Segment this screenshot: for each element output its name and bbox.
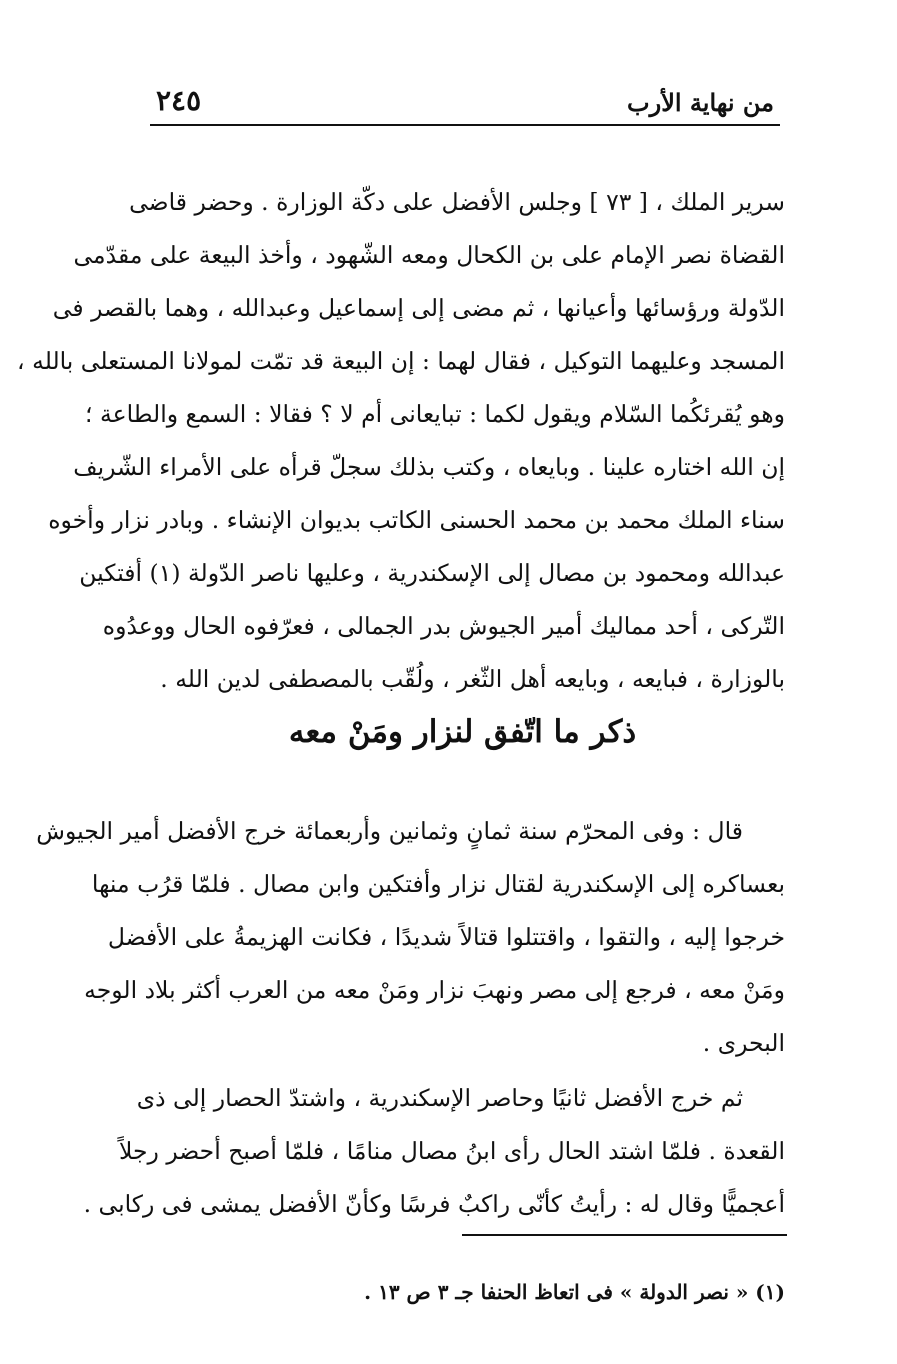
text-line: القعدة . فلمّا اشتد الحال رأى ابنُ مصال منامًا ، فلمّا أصبح أحضر رجلاً: [118, 1137, 785, 1165]
footnote-divider: [462, 1234, 787, 1236]
text-line: الدّولة ورؤسائها وأعيانها ، ثم مضى إلى إسماعيل وعبدالله ، وهما بالقصر فى: [52, 294, 785, 322]
text-line: ثم خرج الأفضل ثانيًا وحاصر الإسكندرية ، واشتدّ الحصار إلى ذى: [136, 1084, 743, 1112]
text-line: بالوزارة ، فبايعه ، وبايعه أهل الثّغر ، ولُقّب بالمصطفى لدين الله .: [160, 665, 785, 693]
text-line: قال : وفى المحرّم سنة ثمانٍ وثمانين وأربعمائة خرج الأفضل أمير الجيوش: [36, 817, 743, 845]
text-line: البحرى .: [702, 1029, 785, 1057]
text-line: التّركى ، أحد مماليك أمير الجيوش بدر الجمالى ، فعرّفوه الحال ووعدُوه: [102, 612, 785, 640]
text-line: سناء الملك محمد بن محمد الحسنى الكاتب بديوان الإنشاء . وبادر نزار وأخوه: [48, 506, 785, 534]
footnote: (١) « نصر الدولة » فى اتعاظ الحنفا جـ ٣ ص ١٣ .: [364, 1280, 785, 1304]
section-heading: ذكر ما اتّفق لنزار ومَنْ معه: [288, 714, 637, 750]
text-line: القضاة نصر الإمام على بن الكحال ومعه الشّهود ، وأخذ البيعة على مقدّمى: [73, 241, 785, 269]
text-line: خرجوا إليه ، والتقوا ، واقتتلوا قتالاً شديدًا ، فكانت الهزيمةُ على الأفضل: [107, 923, 785, 951]
text-line: أعجميًّا وقال له : رأيتُ كأنّى راكبٌ فرسًا وكأنّ الأفضل يمشى فى ركابى .: [83, 1190, 785, 1218]
page-number: ٢٤٥: [156, 84, 202, 117]
text-line: بعساكره إلى الإسكندرية لقتال نزار وأفتكين وابن مصال . فلمّا قرُب منها: [91, 870, 785, 898]
text-line: وهو يُقرئكُما السّلام ويقول لكما : تبايعانى أم لا ؟ فقالا : السمع والطاعة ؛: [85, 400, 785, 428]
text-line: عبدالله ومحمود بن مصال إلى الإسكندرية ، وعليها ناصر الدّولة (١) أفتكين: [79, 559, 785, 587]
paragraph-3: [83, 1072, 785, 1231]
paragraph-2: [36, 805, 785, 1070]
text-line: المسجد وعليهما التوكيل ، فقال لهما : إن البيعة قد تمّت لمولانا المستعلى بالله ،: [17, 347, 785, 375]
paragraph-1: [17, 176, 785, 706]
page-header: [150, 80, 780, 126]
text-line: ومَنْ معه ، فرجع إلى مصر ونهبَ نزار ومَنْ معه من العرب أكثر بلاد الوجه: [84, 976, 785, 1004]
text-line: سرير الملك ، [ ٧٣ ] وجلس الأفضل على دكّة الوزارة . وحضر قاضى: [129, 188, 785, 216]
text-line: إن الله اختاره علينا . وبايعاه ، وكتب بذلك سجلّ قرأه على الأمراء الشّريف: [73, 453, 785, 481]
running-title: من نهاية الأرب: [627, 88, 774, 117]
